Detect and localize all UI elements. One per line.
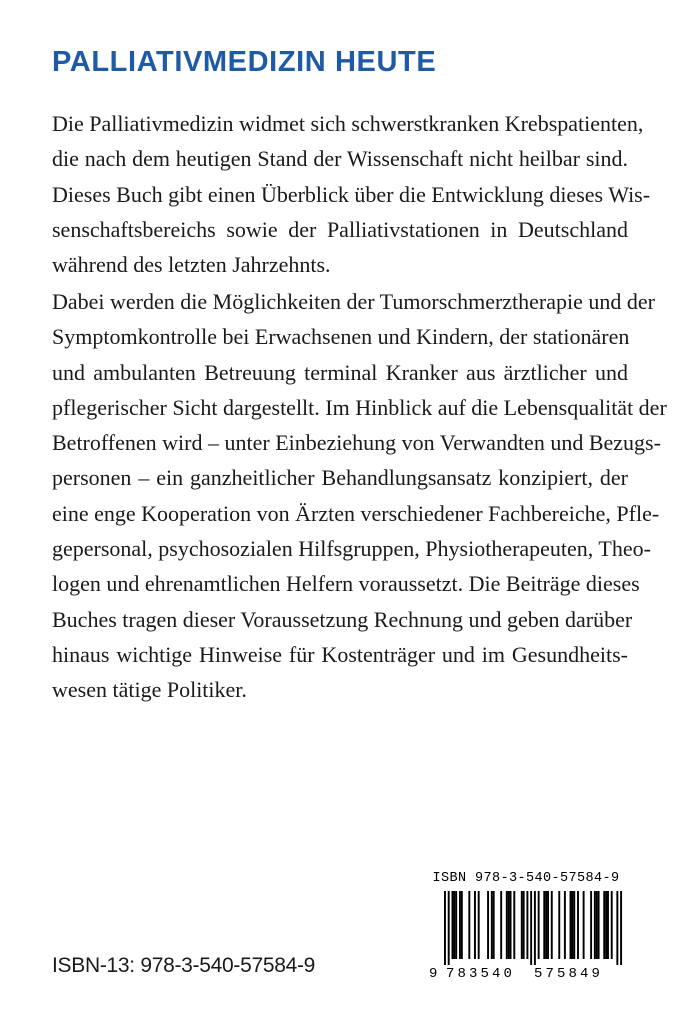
barcode-bar: [603, 891, 605, 959]
paragraph-line: die nach dem heutigen Stand der Wissenschaft nicht heilbar sind.: [52, 146, 628, 172]
barcode-bar: [551, 891, 553, 959]
paragraph-line: Betroffenen wird – unter Einbeziehung von Verwandten und Bezugs-: [52, 430, 661, 456]
isbn-13-label: ISBN-13: 978-3-540-57584-9: [52, 954, 316, 977]
barcode-digits-left: 783540: [446, 966, 516, 982]
barcode-bar: [523, 891, 525, 959]
barcode-bar: [598, 891, 600, 959]
barcode-bar: [573, 891, 575, 959]
barcode-bar: [513, 891, 515, 959]
barcode-icon: [426, 891, 626, 965]
paragraph-line: Symptomkontrolle bei Erwachsenen und Kindern, der stationären: [52, 324, 630, 350]
barcode-bar: [530, 891, 532, 965]
barcode-bar: [611, 891, 613, 959]
barcode-bar: [448, 891, 450, 965]
cover-title: PALLIATIVMEDIZIN HEUTE: [52, 46, 437, 78]
barcode-bar: [510, 891, 512, 959]
paragraph-line: pflegerischer Sicht dargestellt. Im Hinblick auf die Lebensqualität der: [52, 394, 667, 420]
barcode-bar: [538, 891, 540, 959]
barcode-bar: [487, 891, 489, 959]
barcode-bar: [493, 891, 495, 959]
paragraph-line: senschaftsbereichs sowie der Palliativstationen in Deutschland: [52, 216, 628, 242]
paragraph-line: während des letzten Jahrzehnts.: [52, 252, 331, 278]
barcode-bar: [508, 891, 510, 959]
barcode-digit-first: 9: [429, 966, 438, 982]
paragraph-line: und ambulanten Betreuung terminal Kranker aus ärztlicher und: [52, 359, 628, 385]
barcode-bar: [444, 891, 446, 965]
barcode-digits-right: 575849: [534, 966, 604, 982]
barcode-bar: [590, 891, 592, 959]
paragraph-line: logen und ehrenamtlichen Helfern voraussetzt. Die Beiträge dieses: [52, 571, 640, 597]
barcode-bar: [478, 891, 480, 959]
barcode-bar: [558, 891, 560, 959]
barcode-bar: [570, 891, 572, 959]
barcode-bar: [543, 891, 545, 959]
barcode-bar: [594, 891, 596, 959]
paragraph-line: gepersonal, psychosozialen Hilfsgruppen, Physiotherapeuten, Theo-: [52, 536, 651, 562]
barcode-bar: [620, 891, 622, 965]
barcode-bar: [564, 891, 566, 959]
barcode-bar: [547, 891, 549, 959]
barcode-bar: [491, 891, 493, 959]
barcode-bar: [500, 891, 502, 959]
barcode-bar: [506, 891, 508, 959]
barcode-bar: [526, 891, 528, 959]
barcode-bar: [468, 891, 470, 959]
paragraph-line: hinaus wichtige Hinweise für Kostenträger und im Gesundheits-: [52, 641, 628, 667]
barcode-bar: [545, 891, 547, 959]
barcode-bar: [534, 891, 536, 965]
barcode-bar: [451, 891, 453, 959]
barcode-bar: [607, 891, 609, 959]
paragraph-line: Dabei werden die Möglichkeiten der Tumorschmerztherapie und der: [52, 289, 655, 314]
barcode-bar: [583, 891, 585, 959]
paragraph-line: wesen tätige Politiker.: [52, 677, 247, 703]
paragraph-line: eine enge Kooperation von Ärzten verschiedener Fachbereiche, Pfle-: [52, 500, 660, 526]
paragraph-line: Buches tragen dieser Voraussetzung Rechnung und geben darüber: [52, 606, 633, 632]
barcode-bar: [455, 891, 457, 959]
barcode-bar: [453, 891, 455, 959]
barcode-bar: [521, 891, 523, 959]
paragraph-line: Dieses Buch gibt einen Überblick über die Entwicklung dieses Wis-: [52, 181, 651, 207]
barcode-bar: [474, 891, 476, 959]
description-paragraph-1: [52, 106, 651, 282]
barcode-bar: [577, 891, 579, 959]
description-paragraph-2: [52, 284, 667, 708]
barcode-isbn-label: ISBN 978-3-540-57584-9: [432, 871, 620, 886]
barcode-bar: [571, 891, 573, 959]
barcode-bar: [605, 891, 607, 959]
barcode-bar: [616, 891, 618, 965]
barcode-bar: [461, 891, 463, 959]
paragraph-line: Die Palliativmedizin widmet sich schwerstkranken Krebspatienten,: [52, 111, 644, 136]
paragraph-line: personen – ein ganzheitlicher Behandlungsansatz konzipiert, der: [52, 465, 628, 491]
barcode-block: [426, 871, 626, 985]
barcode-bar: [596, 891, 598, 959]
barcode-bar: [459, 891, 461, 959]
